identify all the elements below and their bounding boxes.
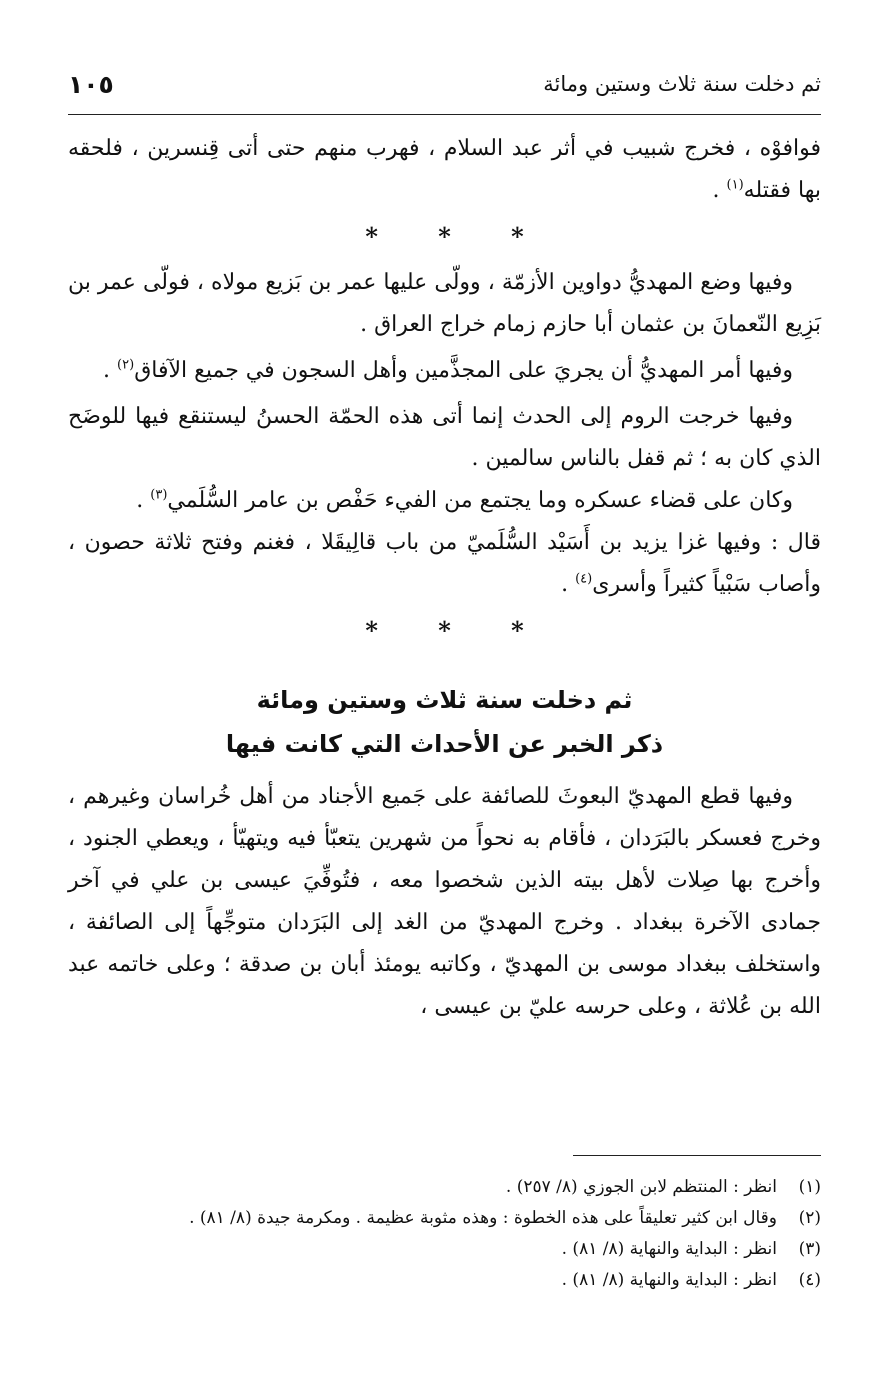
paragraph-3 <box>68 350 821 392</box>
section-separator-1: * * * <box>365 222 550 251</box>
section-separator-2: * * * <box>365 616 550 645</box>
footnote-3 <box>68 1238 821 1260</box>
footnote-2 <box>68 1207 821 1229</box>
paragraph-5 <box>68 480 821 522</box>
paragraph-4: وفيها خرجت الروم إلى الحدث إنما أتى هذه الحمّة الحسنُ ليستنقع فيها للوضَح الذي كان به ؛ ثم قفل بالناس سالمين . <box>68 404 821 471</box>
footnote-text: انظر : البداية والنهاية (٨/ ٨١) . <box>561 1239 777 1259</box>
paragraph-3-text: وفيها أمر المهديُّ أن يجريَ على المجذَّمين وأهل السجون في جميع الآفاق <box>134 358 793 383</box>
page-number: ١٠٥ <box>68 70 114 99</box>
footnote-1 <box>68 1176 821 1198</box>
footnote-4 <box>68 1269 821 1291</box>
paragraph-6-end: . <box>561 572 576 597</box>
header-rule <box>68 114 821 115</box>
section-subtitle: ذكر الخبر عن الأحداث التي كانت فيها <box>225 730 664 758</box>
paragraph-6-text: قال : وفيها غزا يزيد بن أَسَيْد السُّلَميّ من باب قالِيقَلا ، فغنم وفتح ثلاثة حصون ، وأصاب سَبْياً كثيراً وأسرى <box>68 530 821 597</box>
footnotes <box>68 1176 821 1300</box>
footnote-rule <box>573 1155 821 1156</box>
page-header <box>68 70 821 110</box>
running-title: ثم دخلت سنة ثلاث وستين ومائة <box>543 72 821 96</box>
main-text <box>68 128 821 1028</box>
footnote-text: وقال ابن كثير تعليقاً على هذه الخطوة : وهذه مثوبة عظيمة . ومكرمة جيدة (٨/ ٨١) . <box>189 1208 777 1228</box>
footnote-text: انظر : البداية والنهاية (٨/ ٨١) . <box>561 1270 777 1290</box>
paragraph-1-text: فوافوْه ، فخرج شبيب في أثر عبد السلام ، فهرب منهم حتى أتى قِنسرين ، فلحقه بها فقتله <box>68 136 821 203</box>
footnote-ref-3: (٣) <box>150 487 168 503</box>
paragraph-5-text: وكان على قضاء عسكره وما يجتمع من الفيء حَفْص بن عامر السُّلَمي <box>167 488 793 513</box>
footnote-number: (٣) <box>798 1239 821 1259</box>
footnote-number: (٢) <box>798 1208 821 1228</box>
paragraph-6 <box>68 522 821 606</box>
footnote-ref-4: (٤) <box>575 571 593 587</box>
footnote-number: (٤) <box>798 1270 821 1290</box>
footnote-number: (١) <box>798 1177 821 1197</box>
footnote-ref-2: (٢) <box>117 357 135 373</box>
section-title: ثم دخلت سنة ثلاث وستين ومائة <box>256 686 633 714</box>
paragraph-1-end: . <box>712 178 727 203</box>
paragraph-1 <box>68 128 821 212</box>
paragraph-7: وفيها قطع المهديّ البعوثَ للصائفة على جَميع الأجناد من أهل خُراسان وغيرهم ، وخرج فعسكر بالبَرَدان ، فأقام به نحواً من شهرين يتعبّأ فيه ويتهيّأ ، ويعطي الجنود ، وأخرج بها صِلات لأهل بيته الذين شخصوا معه ، فتُوفِّيَ عيسى بن علي في آخر جمادى الآخرة ببغداد . وخرج المهديّ من الغد إلى البَرَدان متوجِّهاً إلى الصائفة ، واستخلف ببغداد موسى بن المهديّ ، وكاتبه يومئذ أبان بن صدقة ؛ وعلى خاتمه عبد الله بن عُلاثة ، وعلى حرسه عليّ بن عيسى ، <box>68 784 821 1019</box>
paragraph-2: وفيها وضع المهديُّ دواوين الأزمّة ، وولّى عليها عمر بن بَزيع مولاه ، فولّى عمر بن بَزِيع النّعمانَ بن عثمان أبا حازم زمام خراج العراق . <box>68 270 821 337</box>
footnote-ref-1: (١) <box>726 177 744 193</box>
paragraph-3-end: . <box>103 358 118 383</box>
footnote-text: انظر : المنتظم لابن الجوزي (٨/ ٢٥٧) . <box>505 1177 777 1197</box>
paragraph-5-end: . <box>136 488 151 513</box>
